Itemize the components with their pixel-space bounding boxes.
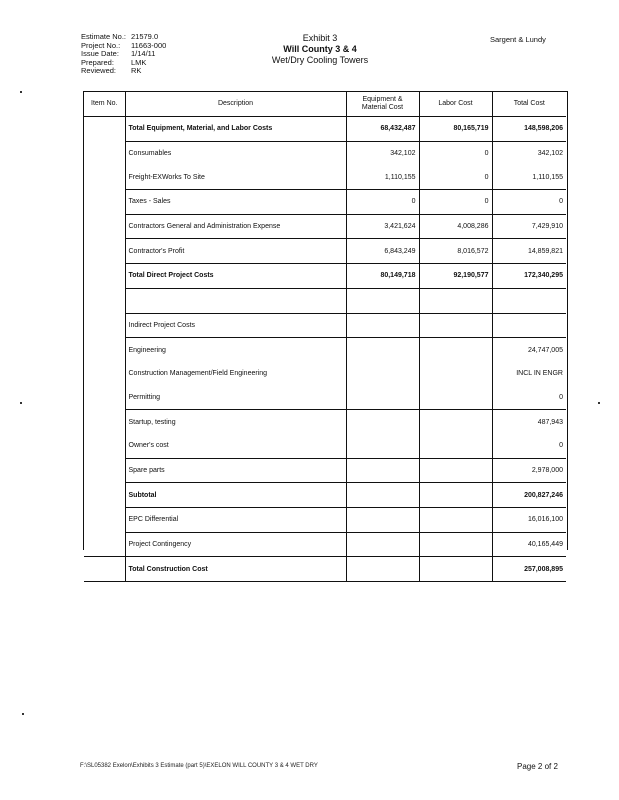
- cell-description: Subtotal: [125, 483, 346, 508]
- cell-item: [84, 117, 125, 142]
- table-row: [84, 508, 566, 533]
- cell-total: 342,102: [537, 150, 563, 158]
- cell-equipment: 0: [346, 190, 419, 215]
- cell-total: 0: [492, 386, 566, 410]
- project-title: Will County 3 & 4: [283, 44, 357, 54]
- cell-labor: [419, 483, 492, 508]
- table-row: [84, 362, 566, 386]
- cell-equipment: [346, 362, 419, 386]
- cell-description: Construction Management/Field Engineering: [125, 362, 346, 386]
- table-row: [84, 338, 566, 362]
- cell-item: [84, 434, 125, 458]
- cell-total: 257,008,895: [492, 557, 566, 582]
- cell-labor: [419, 557, 492, 582]
- cell-total: 1,110,155: [492, 165, 566, 189]
- cell-equipment: [346, 458, 419, 483]
- col-header-description: Description: [125, 92, 346, 117]
- cell-description: Project Contingency: [125, 532, 346, 557]
- cell-total: 40,165,449: [492, 532, 566, 557]
- cell-equipment: [346, 313, 419, 338]
- col-header-labor-cost: Labor Cost: [419, 92, 492, 117]
- cell-labor: 4,008,286: [419, 214, 492, 239]
- meta-row-reviewed: [81, 67, 166, 76]
- cell-description: [125, 288, 346, 313]
- meta-value: 21579.0: [131, 32, 159, 41]
- table-row: [84, 214, 566, 239]
- cell-item: [84, 386, 125, 410]
- estimate-metadata: [81, 33, 166, 76]
- col-header-total-cost: Total Cost: [492, 92, 566, 117]
- cell-equipment: [346, 338, 419, 362]
- cell-equipment: 1,110,155: [346, 165, 419, 189]
- cell-total: 16,016,100: [492, 508, 566, 533]
- cell-total: 2,978,000: [492, 458, 566, 483]
- cell-labor: 0: [419, 141, 492, 165]
- cell-labor: [419, 362, 492, 386]
- cell-total: 487,943: [537, 418, 563, 426]
- table-row: [84, 190, 566, 215]
- scan-mark: [22, 713, 24, 715]
- cell-total: INCL IN ENGR: [516, 370, 563, 378]
- cell-item: [84, 214, 125, 239]
- cell-item: [84, 410, 125, 434]
- table-row: [84, 117, 566, 142]
- table-row: [84, 313, 566, 338]
- cell-labor: [419, 458, 492, 483]
- cell-description: Spare parts: [125, 458, 346, 483]
- cell-total: 14,859,821: [492, 239, 566, 264]
- cell-equipment: [346, 410, 419, 434]
- cell-description: Contractors General and Administration Expense: [125, 214, 346, 239]
- cell-labor: 80,165,719: [419, 117, 492, 142]
- cell-description: Consumables: [125, 141, 346, 165]
- meta-label: Reviewed:: [81, 66, 117, 76]
- table-row: [84, 141, 566, 165]
- company-name: Sargent & Lundy: [490, 35, 546, 44]
- cell-item: [84, 338, 125, 362]
- table-bottom-rule: [84, 556, 262, 557]
- table-row: [84, 264, 566, 289]
- table-row: [84, 532, 566, 557]
- cell-equipment: [346, 386, 419, 410]
- cell-description: Total Direct Project Costs: [125, 264, 346, 289]
- cell-total: 7,429,910: [492, 214, 566, 239]
- table-header-row: [84, 92, 566, 117]
- cell-total: [492, 313, 566, 338]
- cell-item: [84, 508, 125, 533]
- cell-equipment: 342,102: [346, 141, 419, 165]
- cell-labor: 8,016,572: [419, 239, 492, 264]
- exhibit-title: Exhibit 3: [302, 33, 338, 43]
- cell-total: 200,827,246: [492, 483, 566, 508]
- cell-equipment: [346, 288, 419, 313]
- cell-labor: [419, 386, 492, 410]
- cell-equipment: 3,421,624: [346, 214, 419, 239]
- meta-value: 11663-000: [131, 40, 167, 50]
- table-row: [84, 458, 566, 483]
- cell-item: [84, 483, 125, 508]
- cell-description: Freight-EXWorks To Site: [125, 165, 346, 189]
- cell-description: Engineering: [125, 338, 346, 362]
- cell-item: [84, 165, 125, 189]
- cell-labor: 92,190,577: [419, 264, 492, 289]
- cell-description: Owner's cost: [125, 434, 346, 458]
- cell-equipment: [346, 508, 419, 533]
- table-row: [84, 239, 566, 264]
- file-path-footer: F:\SL05382 Exelon\Exhibits 3 Estimate (part 5)\EXELON WILL COUNTY 3 & 4 WET DRY: [80, 763, 318, 769]
- table-row: [84, 434, 566, 458]
- table-row: [84, 483, 566, 508]
- table-row: [84, 557, 566, 582]
- cell-description: Total Construction Cost: [125, 557, 346, 582]
- cell-equipment: 6,843,249: [346, 239, 419, 264]
- cell-item: [84, 362, 125, 386]
- cell-description: Total Equipment, Material, and Labor Costs: [125, 117, 346, 142]
- scan-mark: [20, 402, 22, 404]
- cell-labor: [419, 338, 492, 362]
- cell-item: [84, 532, 125, 557]
- cell-labor: [419, 410, 492, 434]
- cell-labor: [419, 532, 492, 557]
- table-row: [84, 288, 566, 313]
- col-header-equipment-cost: Equipment & Material Cost: [346, 92, 419, 117]
- cell-equipment: 80,149,718: [346, 264, 419, 289]
- cell-equipment: [346, 532, 419, 557]
- document-title: [240, 33, 400, 66]
- cell-description: Permitting: [125, 386, 346, 410]
- cell-total: [492, 288, 566, 313]
- table-row: [84, 386, 566, 410]
- meta-label: Project No.:: [81, 40, 121, 50]
- cell-total: 148,598,206: [492, 117, 566, 142]
- cell-labor: [419, 288, 492, 313]
- meta-label: Prepared:: [81, 57, 114, 67]
- cell-item: [84, 264, 125, 289]
- cell-description: Indirect Project Costs: [125, 313, 346, 338]
- cell-description: Taxes - Sales: [125, 190, 346, 215]
- cell-labor: 0: [419, 190, 492, 215]
- cell-item: [84, 557, 125, 582]
- scan-mark: [598, 402, 600, 404]
- col-header-item-no: Item No.: [84, 92, 125, 117]
- cell-description: Contractor's Profit: [125, 239, 346, 264]
- cell-equipment: [346, 434, 419, 458]
- cell-description: EPC Differential: [125, 508, 346, 533]
- cell-labor: [419, 508, 492, 533]
- cell-item: [84, 239, 125, 264]
- cell-equipment: 68,432,487: [346, 117, 419, 142]
- page-number: Page 2 of 2: [517, 762, 558, 771]
- cell-labor: [419, 434, 492, 458]
- scan-mark: [20, 91, 22, 93]
- cell-total: 0: [492, 190, 566, 215]
- cell-item: [84, 458, 125, 483]
- cell-item: [84, 141, 125, 165]
- cell-labor: 0: [419, 165, 492, 189]
- table-row: [84, 165, 566, 189]
- cell-description: Startup, testing: [125, 410, 346, 434]
- meta-value: RK: [131, 66, 142, 76]
- cell-equipment: [346, 557, 419, 582]
- meta-value: LMK: [131, 57, 147, 67]
- cost-table: [84, 92, 566, 582]
- cell-item: [84, 313, 125, 338]
- table-row: [84, 410, 566, 434]
- cell-equipment: [346, 483, 419, 508]
- meta-value: 1/14/11: [131, 49, 156, 59]
- meta-label: Issue Date:: [81, 49, 119, 59]
- cell-total: 24,747,005: [527, 346, 563, 354]
- meta-label: Estimate No.:: [81, 32, 127, 41]
- cell-total: 0: [492, 434, 566, 458]
- project-subtitle: Wet/Dry Cooling Towers: [271, 55, 369, 65]
- cell-item: [84, 288, 125, 313]
- cell-item: [84, 190, 125, 215]
- cell-total: 172,340,295: [492, 264, 566, 289]
- cell-labor: [419, 313, 492, 338]
